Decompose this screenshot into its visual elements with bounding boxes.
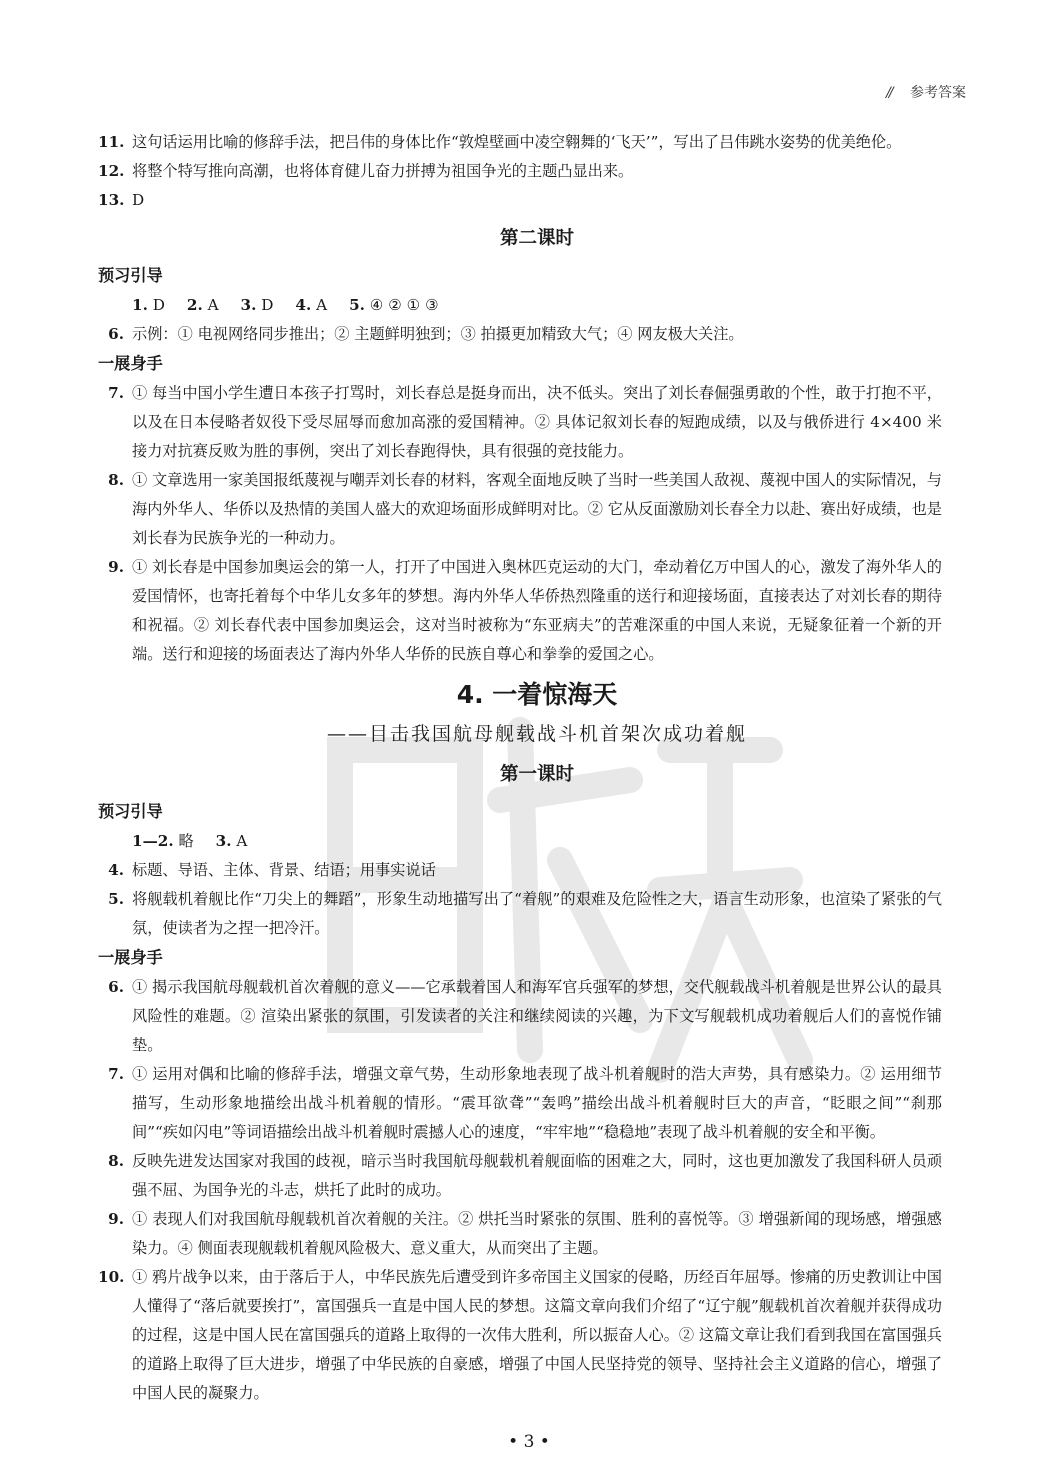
item-text: ① 鸦片战争以来，由于落后于人，中华民族先后遭受到许多帝国主义国家的侵略，历经百年屈辱。惨痛的历史教训让中国人懂得了“落后就要挨打”，富国强兵一直是中国人民的梦想。这篇文章向我们介绍了“辽宁舰”舰载机首次着舰并获得成功的过程，这是中国人民在富国强兵的道路上取得的一次伟大胜利，所以振奋人心。② 这篇文章让我们看到我国在富国强兵的道路上取得了巨大进步，增强了中华民族的自豪感，增强了中国人民坚持党的领导、坚持社会主义道路的信心，增强了中国人民的凝聚力。: [132, 1268, 942, 1402]
item-number: 4.: [108, 861, 124, 879]
item-number: 11.: [98, 133, 125, 151]
item-text: D: [132, 191, 145, 209]
list-item: [108, 973, 942, 1060]
mc-answer: 4. A: [295, 296, 328, 314]
item-number: 9.: [108, 558, 124, 576]
header-label: 参考答案: [910, 85, 966, 101]
item-text: 反映先进发达国家对我国的歧视，暗示当时我国航母舰载机着舰面临的困难之大，同时，这也更加激发了我国科研人员顽强不屈、为国争光的斗志，烘托了此时的成功。: [132, 1152, 942, 1199]
item-number: 13.: [98, 191, 125, 209]
list-item: [108, 379, 942, 466]
list-item: [98, 128, 942, 157]
item-number: 7.: [108, 384, 124, 402]
section-title: 第一课时: [499, 764, 574, 785]
item-number: 10.: [98, 1268, 125, 1286]
mc-answer: 3. D: [240, 296, 274, 314]
preview-heading: 预习引导: [98, 802, 163, 821]
item-text: ① 每当中国小学生遭日本孩子打骂时，刘长春总是挺身而出，决不低头。突出了刘长春倔强勇敢的个性，敢于打抱不平，以及在日本侵略者奴役下受尽屈辱而愈加高涨的爱国精神。② 具体记叙刘长春的短跑成绩，以及与俄侨进行 4×400 米接力对抗赛反败为胜的事例，突出了刘长春跑得快，具有很强的竞技能力。: [132, 384, 942, 460]
practice-heading: 一展身手: [98, 354, 163, 373]
item-text: 将整个特写推向高潮，也将体育健儿奋力拼搏为祖国争光的主题凸显出来。: [132, 162, 634, 180]
item-text: ① 刘长春是中国参加奥运会的第一人，打开了中国进入奥林匹克运动的大门，牵动着亿万中国人的心，激发了海外华人的爱国情怀，也寄托着每个中华儿女多年的梦想。海内外华人华侨热烈隆重的送行和迎接场面，直接表达了对刘长春的期待和祝福。② 刘长春代表中国参加奥运会，这对当时被称为“东亚病夫”的苦难深重的中国人来说，无疑象征着一个新的开端。送行和迎接的场面表达了海内外华人华侨的民族自尊心和拳拳的爱国之心。: [132, 558, 942, 663]
list-item: [98, 186, 942, 215]
practice-heading: 一展身手: [98, 948, 163, 967]
mc-answer: 1. D: [132, 296, 165, 314]
item-text: ① 运用对偶和比喻的修辞手法，增强文章气势，生动形象地表现了战斗机着舰时的浩大声势，具有感染力。② 运用细节描写，生动形象地描绘出战斗机着舰的情形。“震耳欲聋”“轰鸣”描绘出战斗机着舰时巨大的声音，“眨眼之间”“刹那间”“疾如闪电”等词语描绘出战斗机着舰时震撼人心的速度，“牢牢地”“稳稳地”表现了战斗机着舰的安全和平衡。: [132, 1065, 942, 1141]
item-text: ① 表现人们对我国航母舰载机首次着舰的关注。② 烘托当时紧张的氛围、胜利的喜悦等。③ 增强新闻的现场感，增强感染力。④ 侧面表现舰载机着舰风险极大、意义重大，从而突出了主题。: [132, 1210, 942, 1257]
mc-answer: 1—2. 略: [132, 832, 194, 850]
content: [98, 128, 942, 1408]
mc-answer: 2. A: [186, 296, 219, 314]
list-item: [108, 466, 942, 553]
item-number: 8.: [108, 471, 124, 489]
list-item: [108, 1060, 942, 1147]
item-number: 7.: [108, 1065, 124, 1083]
mc-answer-row: [132, 291, 942, 320]
list-item: [108, 1147, 942, 1205]
item-number: 6.: [108, 978, 124, 996]
section-title: 第二课时: [499, 228, 574, 249]
list-item: [98, 157, 942, 186]
mc-answer-row: [132, 827, 942, 856]
list-item: [108, 320, 942, 349]
mc-answer: 3. A: [215, 832, 248, 850]
item-text: 将舰载机着舰比作“刀尖上的舞蹈”，形象生动地描写出了“着舰”的艰难及危险性之大，语言生动形象，也渲染了紧张的气氛，使读者为之捏一把冷汗。: [132, 890, 942, 937]
list-item: [108, 1205, 942, 1263]
item-number: 12.: [98, 162, 125, 180]
list-item: [108, 856, 942, 885]
lesson-subtitle: ——目击我国航母舰载战斗机首架次成功着舰: [326, 723, 747, 745]
item-number: 6.: [108, 325, 124, 343]
item-number: 9.: [108, 1210, 124, 1228]
header-slash: //: [886, 85, 892, 101]
item-text: 示例：① 电视网络同步推出；② 主题鲜明独到；③ 拍摄更加精致大气；④ 网友极大关注。: [132, 325, 744, 343]
item-text: ① 文章选用一家美国报纸蔑视与嘲弄刘长春的材料，客观全面地反映了当时一些美国人敌视、蔑视中国人的实际情况，与海内外华人、华侨以及热情的美国人盛大的欢迎场面形成鲜明对比。② 它从反面激励刘长春全力以赴、赛出好成绩，也是刘长春为民族争光的一种动力。: [132, 471, 942, 547]
list-item: [98, 1263, 942, 1408]
mc-answer: 5. ④ ② ① ③: [349, 296, 439, 314]
list-item: [108, 885, 942, 943]
item-text: 标题、导语、主体、背景、结语；用事实说话: [132, 861, 436, 879]
lesson-title: 4. 一着惊海天: [456, 680, 618, 709]
page-header: [886, 82, 966, 102]
item-number: 5.: [108, 890, 124, 908]
item-text: ① 揭示我国航母舰载机首次着舰的意义——它承载着国人和海军官兵强军的梦想，交代舰载战斗机着舰是世界公认的最具风险性的难题。② 渲染出紧张的氛围，引发读者的关注和继续阅读的兴趣，为下文写舰载机成功着舰后人们的喜悦作铺垫。: [132, 978, 942, 1054]
item-number: 8.: [108, 1152, 124, 1170]
list-item: [108, 553, 942, 669]
item-text: 这句话运用比喻的修辞手法，把吕伟的身体比作“敦煌壁画中凌空翱舞的‘飞天’”，写出了吕伟跳水姿势的优美绝伦。: [132, 133, 902, 151]
preview-heading: 预习引导: [98, 266, 163, 285]
page-number: • 3 •: [508, 1432, 550, 1452]
